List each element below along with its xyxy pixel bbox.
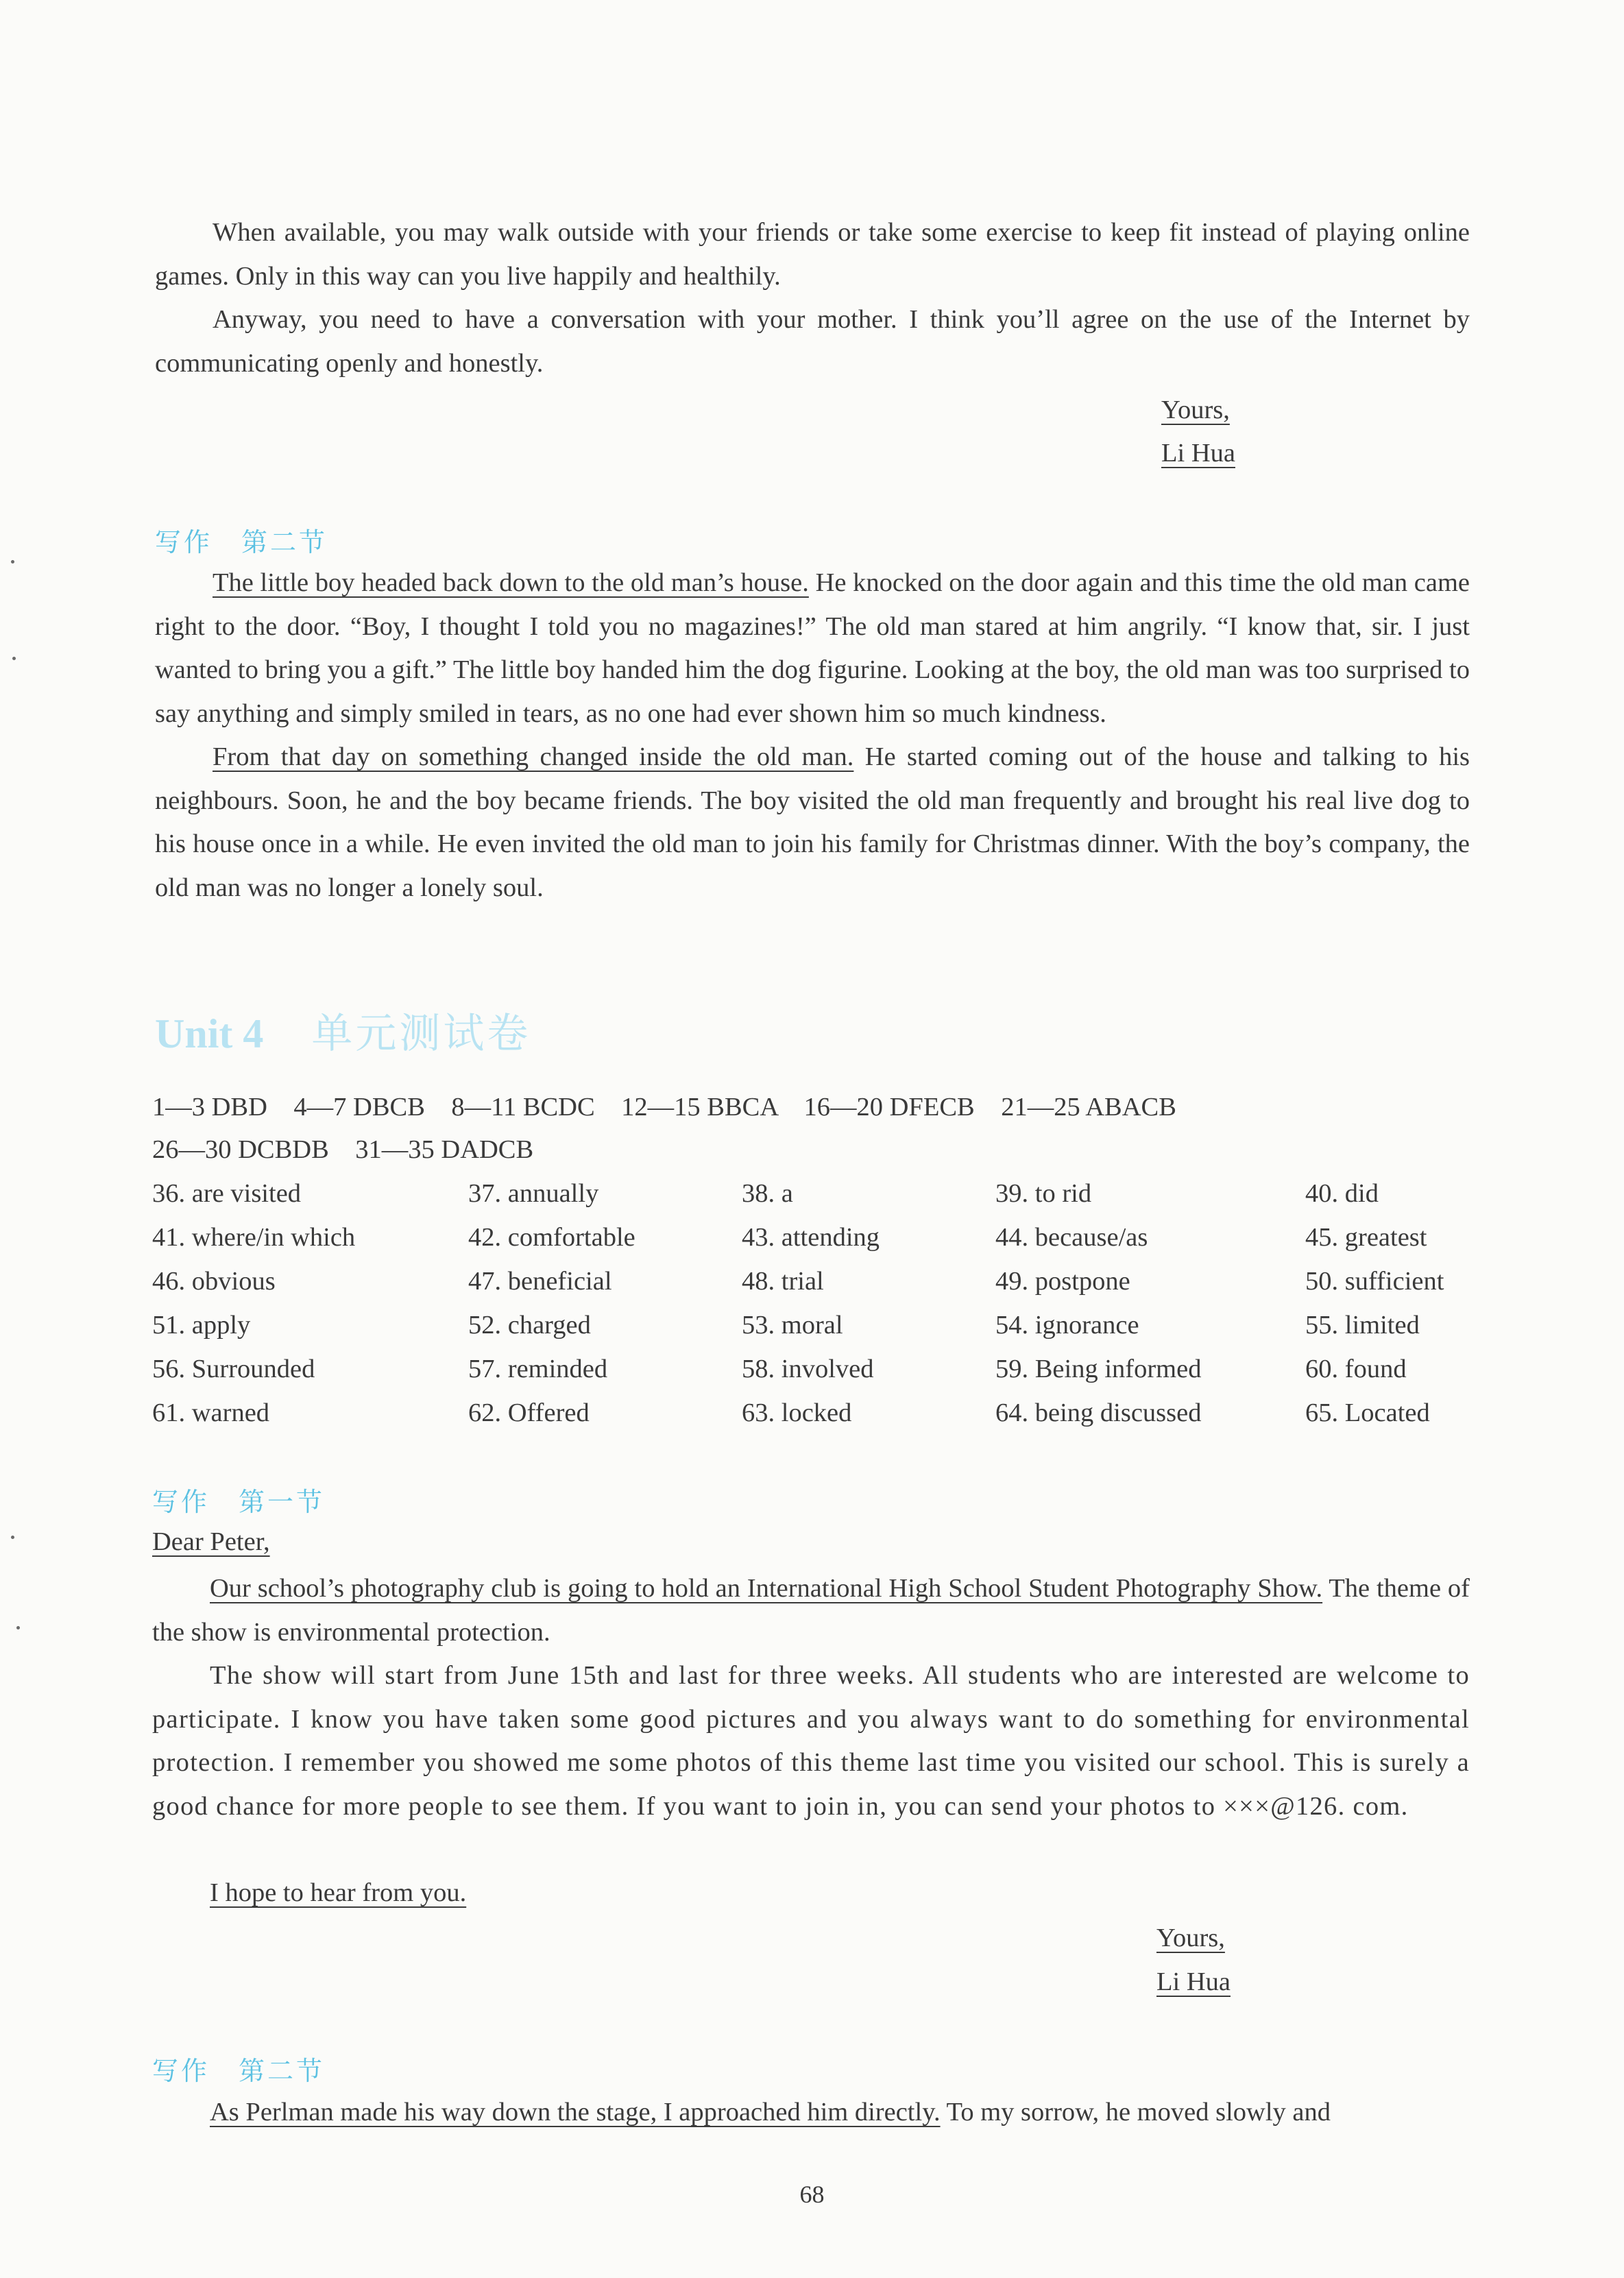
- page-number: 68: [799, 2181, 825, 2208]
- letter-salutation: Dear Peter,: [152, 1527, 270, 1556]
- letter-signature: Li Hua: [1161, 439, 1235, 468]
- answer-56: 56. Surrounded: [152, 1355, 315, 1383]
- answer-60: 60. found: [1305, 1355, 1407, 1383]
- invitation-paragraph-2: The show will start from June 15th and last for three weeks. All students who are interested are welcome to participate. I know you have taken some good pictures and you always want to do something for environmental protection. I remember you showed me some photos of this theme last time you visited our school. This is surely a good chance for more people to see them. If you want to join in, you can send your photos to ×××@126. com.: [152, 1661, 1470, 1821]
- answer-41: 41. where/in which: [152, 1223, 356, 1252]
- story-paragraph-1: The little boy headed back down to the old man’s house. He knocked on the door again and this time the old man came right to the door. “Boy, I thought I told you no magazines!” The old man stared at him angrily. “I know that, sir. I just wanted to bring you a gift.” The little boy handed him the dog figurine. Looking at the boy, the old man was too surprised to say anything and simply smiled in tears, as no one had ever shown him so much kindness.: [155, 568, 1470, 728]
- answer-64: 64. being discussed: [995, 1398, 1202, 1427]
- answer-44: 44. because/as: [995, 1223, 1148, 1252]
- invitation-closing: Yours,: [1156, 1924, 1225, 1952]
- answer-58: 58. involved: [742, 1355, 874, 1383]
- answer-50: 50. sufficient: [1305, 1267, 1444, 1296]
- answer-46: 46. obvious: [152, 1267, 276, 1296]
- answer-37: 37. annually: [468, 1179, 599, 1208]
- answer-63: 63. locked: [742, 1398, 852, 1427]
- letter-paragraph-1: When available, you may walk outside with your friends or take some exercise to keep fit instead of playing online games. Only in this way can you live happily and healthily.: [155, 218, 1470, 291]
- letter-closing: Yours,: [1161, 396, 1230, 424]
- mc-answers-line-2: 26—30 DCBDB 31—35 DADCB: [152, 1135, 534, 1164]
- section-heading-writing-part2: 写作 第二节: [155, 527, 328, 557]
- letter-paragraph-2: Anyway, you need to have a conversation with your mother. I think you’ll agree on the use of the Internet by communicating openly and honestly.: [155, 305, 1470, 378]
- answer-36: 36. are visited: [152, 1179, 302, 1208]
- section-heading-writing-part1: 写作 第一节: [152, 1487, 326, 1517]
- answer-55: 55. limited: [1305, 1311, 1420, 1340]
- answer-65: 65. Located: [1305, 1398, 1430, 1427]
- answer-52: 52. charged: [468, 1311, 591, 1340]
- answer-48: 48. trial: [742, 1267, 824, 1296]
- story-paragraph-2: From that day on something changed inside the old man. He started coming out of the house and talking to his neighbours. Soon, he and the boy became friends. The boy visited the old man frequently and brought his real live dog to his house once in a while. He even invited the old man to join his family for Christmas dinner. With the boy’s company, the old man was no longer a lonely soul.: [155, 742, 1470, 902]
- unit-title: Unit 4 单元测试卷: [155, 1010, 531, 1058]
- answer-49: 49. postpone: [995, 1267, 1130, 1296]
- margin-dot: [11, 560, 14, 564]
- invitation-paragraph-3: I hope to hear from you.: [210, 1878, 467, 1907]
- answer-57: 57. reminded: [468, 1355, 608, 1383]
- mc-answers-line-1: 1—3 DBD 4—7 DBCB 8—11 BCDC 12—15 BBCA 16—20 DFECB 21—25 ABACB: [152, 1093, 1176, 1122]
- invitation-paragraph-1: Our school’s photography club is going to hold an International High School Student Photography Show. The theme of the show is environmental protection.: [152, 1574, 1470, 1647]
- margin-dot: [16, 1626, 20, 1629]
- section-heading-writing-part2-b: 写作 第二节: [152, 2056, 326, 2086]
- invitation-signature: Li Hua: [1156, 1967, 1231, 1996]
- answer-40: 40. did: [1305, 1179, 1379, 1208]
- answer-45: 45. greatest: [1305, 1223, 1427, 1252]
- answer-47: 47. beneficial: [468, 1267, 612, 1296]
- answer-51: 51. apply: [152, 1311, 251, 1340]
- answer-54: 54. ignorance: [995, 1311, 1139, 1340]
- answer-61: 61. warned: [152, 1398, 270, 1427]
- margin-dot: [12, 657, 16, 660]
- answer-42: 42. comfortable: [468, 1223, 635, 1252]
- answer-38: 38. a: [742, 1179, 793, 1208]
- answer-39: 39. to rid: [995, 1179, 1092, 1208]
- margin-dot: [11, 1536, 14, 1539]
- answer-59: 59. Being informed: [995, 1355, 1202, 1383]
- answer-62: 62. Offered: [468, 1398, 590, 1427]
- answer-53: 53. moral: [742, 1311, 843, 1340]
- answer-43: 43. attending: [742, 1223, 880, 1252]
- continuation-paragraph: As Perlman made his way down the stage, I approached him directly. To my sorrow, he moved slowly and: [210, 2098, 1331, 2126]
